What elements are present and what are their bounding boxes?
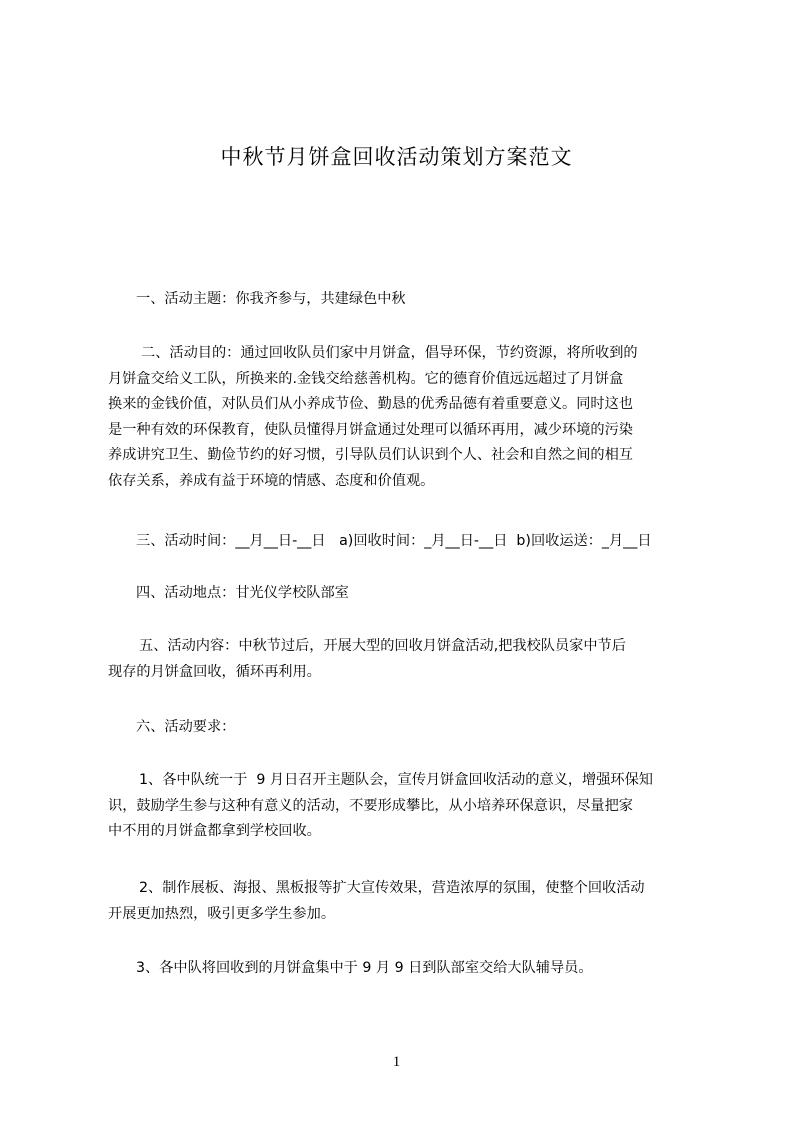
- document-title: 中秋节月饼盒回收活动策划方案范文: [220, 145, 573, 169]
- section-theme: 一、活动主题：你我齐参与，共建绿色中秋: [136, 291, 406, 307]
- section-location: 四、活动地点：甘光仪学校队部室: [136, 585, 349, 601]
- paragraph-line: 五、活动内容：中秋节过后，开展大型的回收月饼盒活动,把我校队员家中节后: [139, 638, 626, 654]
- paragraph-line: 二、活动目的：通过回收队员们家中月饼盒，倡导环保，节约资源，将所收到的: [141, 345, 638, 361]
- section-content: [108, 634, 708, 685]
- paragraph-line: 中不用的月饼盒都拿到学校回收。: [108, 823, 321, 839]
- section-purpose: [108, 341, 708, 494]
- paragraph-line: 1、各中队统一于 9 月日召开主题队会，宣传月饼盒回收活动的意义，增强环保知: [139, 772, 653, 788]
- section-requirements-heading: 六、活动要求：: [136, 719, 236, 735]
- requirement-1: [108, 768, 708, 845]
- paragraph-line: 依存关系，养成有益于环境的情感、态度和价值观。: [108, 472, 435, 489]
- paragraph-line: 月饼盒交给义工队，所换来的.金钱交给慈善机构。它的德育价值远远超过了月饼盒: [108, 370, 624, 387]
- page-number: 1: [392, 1054, 401, 1070]
- paragraph-line: 开展更加热烈，吸引更多学生参加。: [108, 905, 336, 922]
- paragraph-line: 2、制作展板、海报、黑板报等扩大宣传效果，营造浓厚的氛围，使整个回收活动: [139, 880, 645, 896]
- paragraph-line: 是一种有效的环保教育，使队员懂得月饼盒通过处理可以循环再用，减少环境的污染: [108, 421, 633, 438]
- paragraph-line: 识，鼓励学生参与这种有意义的活动，不要形成攀比，从小培养环保意识，尽量把家: [108, 797, 633, 814]
- paragraph-line: 养成讲究卫生、勤俭节约的好习惯，引导队员们认识到个人、社会和自然之间的相互: [108, 447, 633, 463]
- requirement-3: 3、各中队将回收到的月饼盒集中于 9 月 9 日到队部室交给大队辅导员。: [136, 960, 593, 976]
- requirement-2: [108, 876, 708, 927]
- paragraph-line: 现存的月饼盒回收，循环再利用。: [108, 663, 321, 680]
- section-time: 三、活动时间：__月__日-__日 a)回收时间：_月__日-__日 b)回收运送：_月__日: [136, 533, 652, 549]
- paragraph-line: 换来的金钱价值，对队员们从小养成节俭、勤恳的优秀品德有着重要意义。同时这也: [108, 396, 633, 412]
